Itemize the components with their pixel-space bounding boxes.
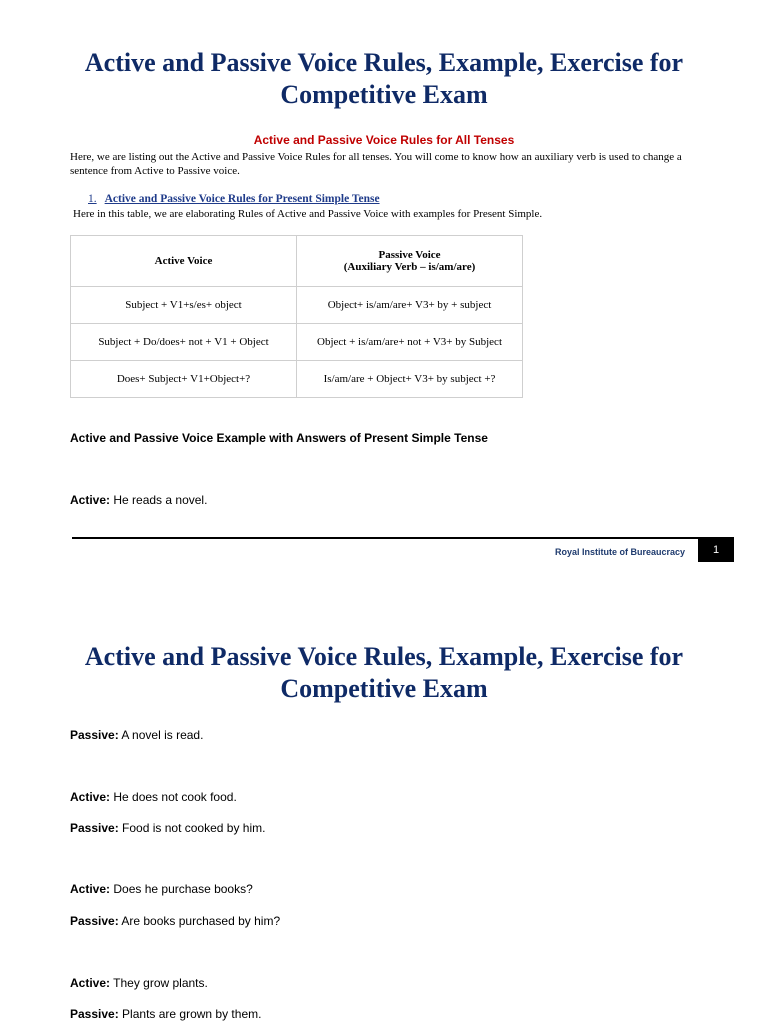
- example-sentence: He does not cook food.: [113, 790, 237, 804]
- list-number: 1.: [88, 193, 97, 205]
- example-passive-line: [70, 914, 280, 928]
- example-active-line: [70, 882, 253, 896]
- passive-label: Passive:: [70, 914, 119, 928]
- example-sentence: He reads a novel.: [113, 493, 208, 507]
- table-cell-passive: Is/am/are + Object+ V3+ by subject +?: [297, 361, 523, 398]
- footer-divider: [72, 537, 734, 539]
- header-passive-voice: [297, 236, 523, 287]
- example-active-line: [70, 976, 208, 990]
- passive-label: Passive:: [70, 1007, 119, 1021]
- page-title-line1: Active and Passive Voice Rules, Example, Exercise for: [84, 48, 684, 77]
- intro-paragraph: Here, we are listing out the Active and Passive Voice Rules for all tenses. You will come to know how an auxiliary verb is used to change a sentence from Active to Passive voice.: [70, 151, 682, 177]
- footer-institute: Royal Institute of Bureaucracy: [555, 547, 686, 557]
- header-passive-line2: (Auxiliary Verb – is/am/are): [343, 261, 476, 273]
- table-cell-active: Subject + Do/does+ not + V1 + Object: [71, 324, 297, 361]
- example-active-line: [70, 790, 237, 804]
- table-cell-passive: Object+ is/am/are+ V3+ by + subject: [297, 287, 523, 324]
- table-cell-active: Does+ Subject+ V1+Object+?: [71, 361, 297, 398]
- present-simple-link[interactable]: Active and Passive Voice Rules for Present Simple Tense: [104, 193, 380, 205]
- page-title-line2: Competitive Exam: [280, 674, 488, 703]
- passive-label: Passive:: [70, 728, 119, 742]
- active-label: Active:: [70, 493, 111, 507]
- example-active-line: [70, 493, 207, 507]
- example-sentence: Food is not cooked by him.: [122, 821, 266, 835]
- table-row: [71, 287, 523, 324]
- example-sentence: They grow plants.: [113, 976, 208, 990]
- table-note: Here in this table, we are elaborating Rules of Active and Passive Voice with examples for Present Simple.: [73, 208, 543, 220]
- header-passive-line1: Passive Voice: [378, 249, 441, 261]
- section-heading: Active and Passive Voice Rules for All Tenses: [253, 133, 515, 147]
- header-active-voice: Active Voice: [71, 236, 297, 287]
- page-number-badge: 1: [698, 538, 734, 562]
- active-label: Active:: [70, 790, 111, 804]
- list-item-present-simple[interactable]: [88, 193, 380, 205]
- table-row: [71, 324, 523, 361]
- example-passive-line: [70, 1007, 261, 1021]
- page-title-line1: Active and Passive Voice Rules, Example, Exercise for: [84, 642, 684, 671]
- passive-label: Passive:: [70, 821, 119, 835]
- table-cell-active: Subject + V1+s/es+ object: [71, 287, 297, 324]
- example-sentence: Does he purchase books?: [113, 882, 253, 896]
- example-sentence: Are books purchased by him?: [121, 914, 281, 928]
- example-sentence: Plants are grown by them.: [122, 1007, 262, 1021]
- table-row: [71, 361, 523, 398]
- page-title: [40, 641, 728, 705]
- active-label: Active:: [70, 882, 111, 896]
- example-sentence: A novel is read.: [121, 728, 204, 742]
- page-title: [40, 47, 728, 111]
- rules-table: [70, 235, 523, 398]
- example-passive-line: [70, 821, 265, 835]
- active-label: Active:: [70, 976, 111, 990]
- table-cell-passive: Object + is/am/are+ not + V3+ by Subject: [297, 324, 523, 361]
- example-heading: Active and Passive Voice Example with Answers of Present Simple Tense: [70, 431, 488, 445]
- page-title-line2: Competitive Exam: [280, 80, 488, 109]
- table-header-row: [71, 236, 523, 287]
- example-passive-line: [70, 728, 203, 742]
